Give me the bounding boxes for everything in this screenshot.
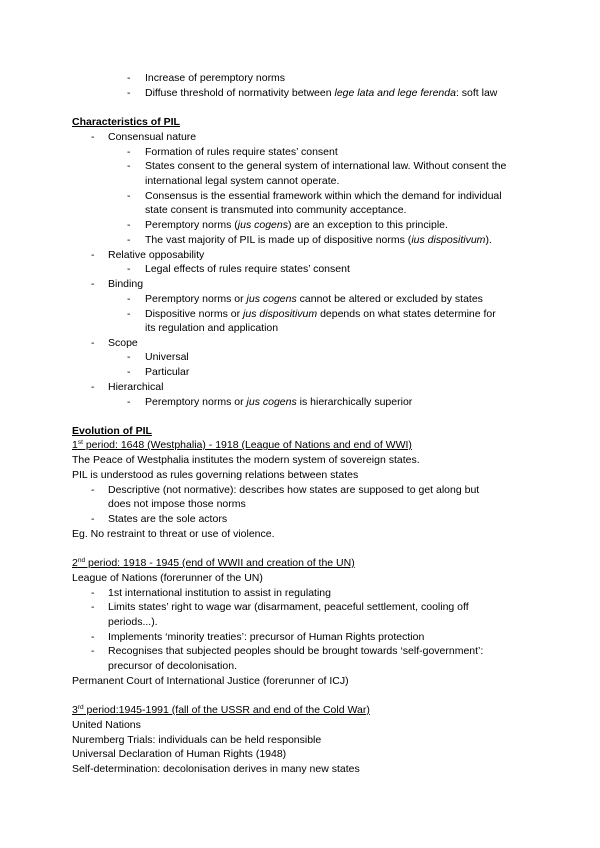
paragraph-line: The Peace of Westphalia institutes the modern system of sovereign states. — [72, 454, 420, 466]
sub-list-item: Dispositive norms or jus dispositivum depends on what states determine for — [145, 308, 496, 320]
sub-list-item: Consensus is the essential framework within which the demand for individual — [145, 190, 502, 202]
bullet-dash: - — [91, 249, 95, 261]
list-item: Hierarchical — [108, 381, 164, 393]
list-item: States are the sole actors — [108, 513, 228, 525]
section-heading: Evolution of PIL — [72, 425, 152, 437]
period-title: 2nd period: 1918 - 1945 (end of WWII and creation of the UN) — [72, 557, 355, 569]
period-title: 1st period: 1648 (Westphalia) - 1918 (League of Nations and end of WWI) — [72, 439, 412, 451]
bullet-dash: - — [127, 190, 131, 202]
sub-list-item: The vast majority of PIL is made up of dispositive norms (ius dispositivum). — [145, 234, 492, 246]
sub-list-item: Universal — [145, 351, 189, 363]
paragraph-line: League of Nations (forerunner of the UN) — [72, 572, 263, 584]
sub-list-item: Peremptory norms or jus cogens is hierarchically superior — [145, 396, 413, 408]
sub-list-item-cont: its regulation and application — [145, 322, 279, 334]
list-item: Binding — [108, 278, 144, 290]
bullet-dash: - — [91, 278, 95, 290]
bullet-dash: - — [91, 484, 95, 496]
bullet-dash: - — [91, 645, 95, 657]
bullet-dash: - — [127, 308, 131, 320]
sub-list-item: Formation of rules require states’ consent — [145, 146, 338, 158]
paragraph-line: Universal Declaration of Human Rights (1948) — [72, 748, 287, 760]
sub-list-item: Legal effects of rules require states’ consent — [145, 263, 350, 275]
list-item: Relative opposability — [108, 249, 205, 261]
bullet-dash: - — [127, 234, 131, 246]
list-item: Implements ‘minority treaties’: precursor of Human Rights protection — [108, 631, 425, 643]
sub-list-item: Peremptory norms (jus cogens) are an exception to this principle. — [145, 219, 448, 231]
paragraph-line: Nuremberg Trials: individuals can be held responsible — [72, 734, 322, 746]
sub-list-item: Particular — [145, 366, 190, 378]
bullet-dash: - — [127, 72, 131, 84]
list-item: Recognises that subjected peoples should be brought towards ‘self-government’: — [108, 645, 484, 657]
paragraph-line: PIL is understood as rules governing relations between states — [72, 469, 359, 481]
paragraph-line: United Nations — [72, 719, 141, 731]
sub-list-item: Peremptory norms or jus cogens cannot be altered or excluded by states — [145, 293, 483, 305]
sub-list-item: States consent to the general system of international law. Without consent the — [145, 160, 507, 172]
bullet-dash: - — [91, 601, 95, 613]
list-item-cont: precursor of decolonisation. — [108, 660, 237, 672]
bullet-dash: - — [127, 160, 131, 172]
sub-list-item-cont: international legal system cannot operate. — [145, 175, 340, 187]
intro-bullet: Diffuse threshold of normativity between lege lata and lege ferenda: soft law — [145, 87, 498, 99]
section-heading: Characteristics of PIL — [72, 116, 180, 128]
bullet-dash: - — [127, 146, 131, 158]
list-item: 1st international institution to assist in regulating — [108, 587, 331, 599]
bullet-dash: - — [127, 293, 131, 305]
bullet-dash: - — [91, 513, 95, 525]
paragraph-line: Self-determination: decolonisation derives in many new states — [72, 763, 360, 775]
bullet-dash: - — [127, 351, 131, 363]
intro-bullet: Increase of peremptory norms — [145, 72, 286, 84]
bullet-dash: - — [91, 381, 95, 393]
bullet-dash: - — [127, 87, 131, 99]
bullet-dash: - — [91, 131, 95, 143]
sub-list-item-cont: state consent is transmuted into community acceptance. — [145, 204, 407, 216]
bullet-dash: - — [91, 587, 95, 599]
list-item: Descriptive (not normative): describes how states are supposed to get along but — [108, 484, 480, 496]
list-item: Limits states’ right to wage war (disarmament, peaceful settlement, cooling off — [108, 601, 469, 613]
bullet-dash: - — [127, 366, 131, 378]
paragraph-line: Permanent Court of International Justice (forerunner of ICJ) — [72, 675, 349, 687]
bullet-dash: - — [127, 263, 131, 275]
bullet-dash: - — [91, 631, 95, 643]
paragraph-line: Eg. No restraint to threat or use of violence. — [72, 528, 275, 540]
list-item: Scope — [108, 337, 138, 349]
list-item: Consensual nature — [108, 131, 197, 143]
bullet-dash: - — [91, 337, 95, 349]
period-title: 3rd period:1945-1991 (fall of the USSR and end of the Cold War) — [72, 704, 370, 716]
bullet-dash: - — [127, 219, 131, 231]
list-item-cont: does not impose those norms — [108, 498, 246, 510]
list-item-cont: periods...). — [108, 616, 158, 628]
bullet-dash: - — [127, 396, 131, 408]
